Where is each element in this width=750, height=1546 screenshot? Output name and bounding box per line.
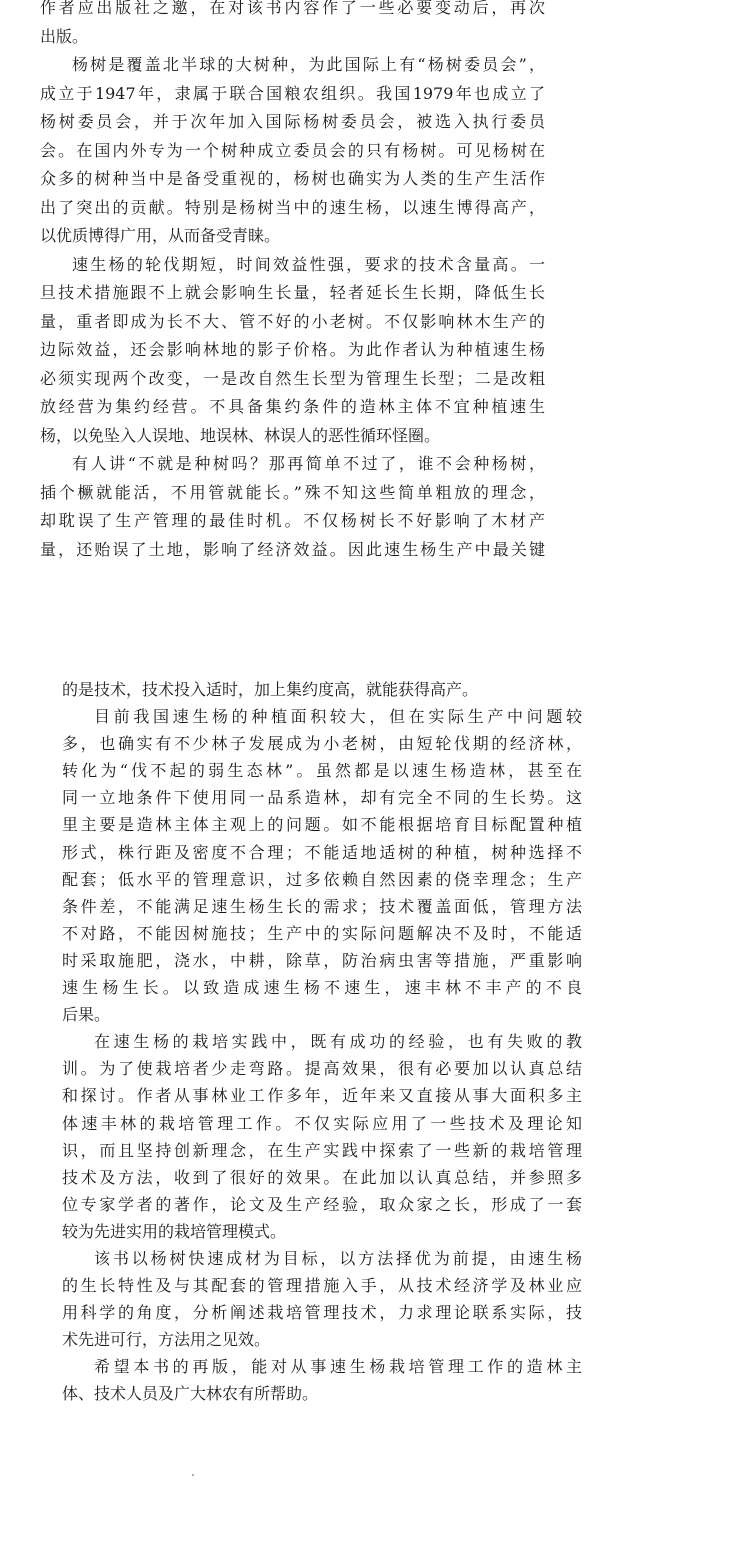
text-line: 转化为“伐不起的弱生态林”。虽然都是以速生杨造林，甚至在 <box>62 761 582 781</box>
text-line: 速生杨生长。以致造成速生杨不速生，速丰林不丰产的不良 <box>62 978 582 998</box>
text-line: 出了突出的贡献。特别是杨树当中的速生杨，以速生博得高产， <box>40 197 545 217</box>
text-line: 体、技术人员及广大林农有所帮助。 <box>62 1384 319 1404</box>
paragraph-start: 目前我国速生杨的种植面积较大，但在实际生产中问题较 <box>94 707 582 727</box>
text-line: 时采取施肥，浇水，中耕，除草，防治病虫害等措施，严重影响 <box>62 950 582 970</box>
text-line: 形式，株行距及密度不合理；不能适地适树的种植，树种选择不 <box>62 842 582 862</box>
text-line: 较为先进实用的栽培管理模式。 <box>62 1221 287 1241</box>
text-line: 多，也确实有不少林子发展成为小老树，由短轮伐期的经济林， <box>62 734 582 754</box>
text-line: 插个橛就能活，不用管就能长。”殊不知这些简单粗放的理念， <box>40 482 545 502</box>
scan-speck <box>192 1474 194 1476</box>
lower-page-text <box>62 676 582 1408</box>
text-line: 体速丰林的栽培管理工作。不仅实际应用了一些技术及理论知 <box>62 1113 582 1133</box>
text-line: 会。在国内外专为一个树种成立委员会的只有杨树。可见杨树在 <box>40 140 545 160</box>
text-line: 位专家学者的著作，论文及生产经验，取众家之长，形成了一套 <box>62 1194 582 1214</box>
text-line: 成立于1947年，隶属于联合国粮农组织。我国1979年也成立了 <box>40 83 545 103</box>
text-line: 旦技术措施跟不上就会影响生长量，轻者延长生长期，降低生长 <box>40 283 545 302</box>
paragraph-start: 在速生杨的栽培实践中，既有成功的经验，也有失败的教 <box>94 1032 582 1052</box>
text-line: 必须实现两个改变，一是改自然生长型为管理生长型；二是改粗 <box>40 368 545 388</box>
text-line: 放经营为集约经营。不具备集约条件的造林主体不宜种植速生 <box>40 397 545 416</box>
text-line: 以优质博得广用，从而备受青睐。 <box>40 226 281 245</box>
text-line: 量，重者即成为长不大、管不好的小老树。不仅影响林木生产的 <box>40 311 545 331</box>
upper-page-text <box>40 0 545 564</box>
text-line: 的是技术，技术投入适时，加上集约度高，就能获得高产。 <box>62 680 479 699</box>
text-line: 用科学的角度，分析阐述栽培管理技术，力求理论联系实际，技 <box>62 1303 582 1323</box>
text-line: 杨，以免坠入人误地、地误林、林误人的恶性循环怪圈。 <box>40 425 441 445</box>
text-line: 里主要是造林主体主观上的问题。如不能根据培育目标配置种植 <box>62 815 582 835</box>
paragraph-start: 有人讲“不就是种树吗？那再简单不过了，谁不会种杨树， <box>72 454 545 473</box>
text-line: 出版。 <box>40 26 89 46</box>
paragraph-start: 速生杨的轮伐期短，时间效益性强，要求的技术含量高。一 <box>72 254 545 274</box>
text-line: 边际效益，还会影响林地的影子价格。为此作者认为种植速生杨 <box>40 340 545 359</box>
text-line: 训。为了使栽培者少走弯路。提高效果，很有必要加以认真总结 <box>62 1059 582 1079</box>
text-line: 同一立地条件下使用同一品系造林，却有完全不同的生长势。这 <box>62 788 582 808</box>
paragraph-start: 杨树是覆盖北半球的大树种，为此国际上有“杨树委员会”， <box>72 55 545 74</box>
text-line: 技术及方法，收到了很好的效果。在此加以认真总结，并参照多 <box>62 1167 582 1187</box>
text-line: 量，还贻误了土地，影响了经济效益。因此速生杨生产中最关键 <box>40 539 545 559</box>
text-line: 配套；低水平的管理意识，过多依赖自然因素的侥幸理念；生产 <box>62 869 582 889</box>
text-line: 条件差，不能满足速生杨生长的需求；技术覆盖面低，管理方法 <box>62 896 582 916</box>
text-line: 识，而且坚持创新理念，在生产实践中探索了一些新的栽培管理 <box>62 1140 582 1160</box>
text-line: 不对路，不能因树施技；生产中的实际问题解决不及时，不能适 <box>62 923 582 943</box>
text-line: 杨树委员会，并于次年加入国际杨树委员会，被选入执行委员 <box>40 112 545 131</box>
text-line: 众多的树种当中是备受重视的，杨树也确实为人类的生产生活作 <box>40 169 545 188</box>
paragraph-start: 希望本书的再版，能对从事速生杨栽培管理工作的造林主 <box>94 1357 582 1377</box>
paragraph-start: 该书以杨树快速成材为目标，以方法择优为前提，由速生杨 <box>94 1248 582 1268</box>
text-line: 后果。 <box>62 1005 111 1025</box>
text-line: 作者应出版社之邀，在对该书内容作了一些必要变动后，再次 <box>40 0 545 17</box>
text-line: 术先进可行，方法用之见效。 <box>62 1330 271 1350</box>
text-line: 却耽误了生产管理的最佳时机。不仅杨树长不好影响了木材产 <box>40 511 545 530</box>
text-line: 的生长特性及与其配套的管理措施入手，从技术经济学及林业应 <box>62 1276 582 1296</box>
text-line: 和探讨。作者从事林业工作多年，近年来又直接从事大面积多主 <box>62 1086 582 1106</box>
